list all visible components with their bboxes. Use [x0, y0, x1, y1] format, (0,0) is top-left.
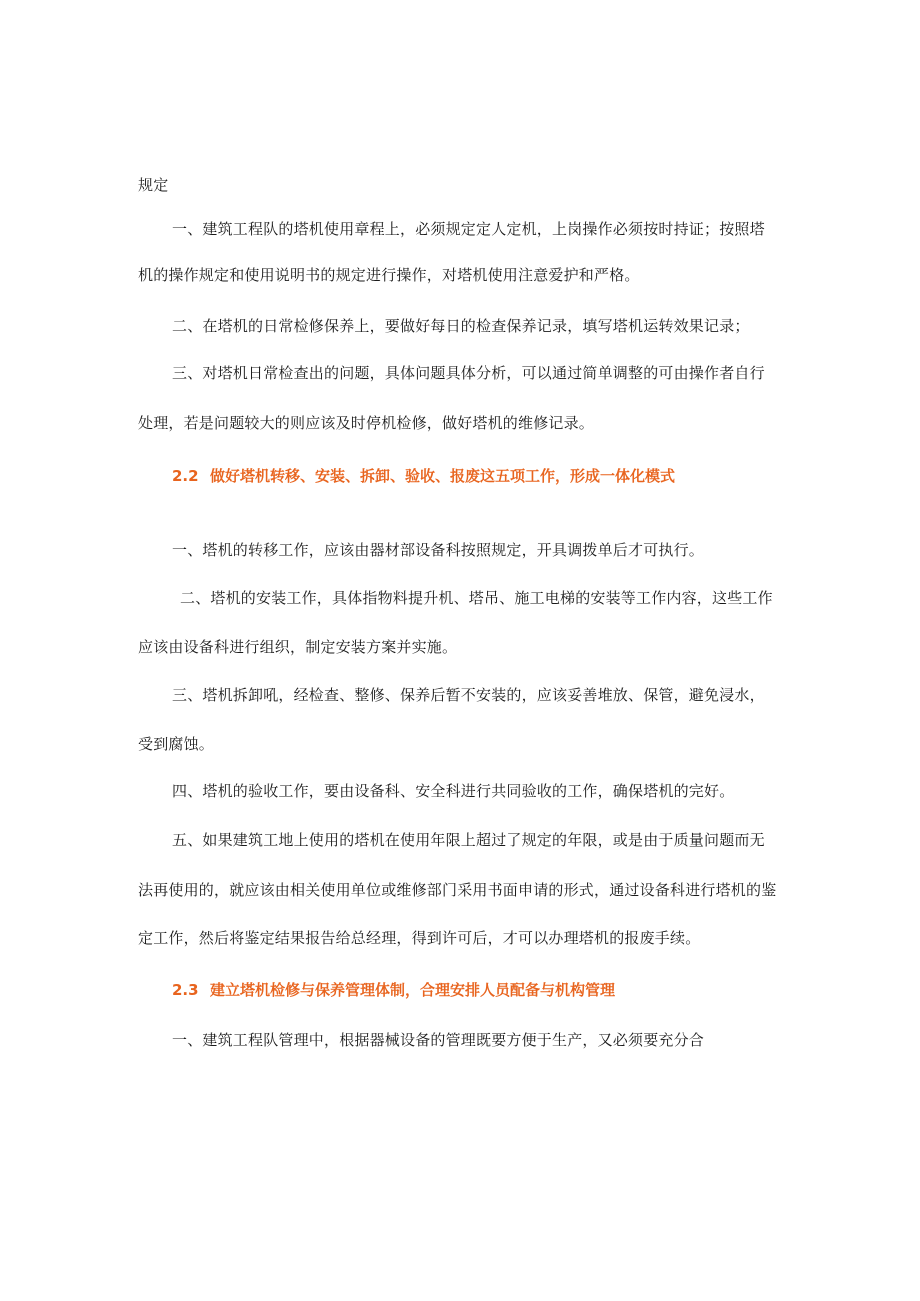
text-line: 五、如果建筑工地上使用的塔机在使用年限上超过了规定的年限，或是由于质量问题而无: [172, 831, 765, 849]
section-heading: [172, 465, 675, 487]
text-line: 二、塔机的安装工作，具体指物料提升机、塔吊、施工电梯的安装等工作内容，这些工作: [180, 589, 773, 607]
section-number: 2.3: [172, 981, 199, 999]
text-line: 二、在塔机的日常检修保养上，要做好每日的检查保养记录，填写塔机运转效果记录；: [172, 317, 750, 335]
section-number: 2.2: [172, 467, 199, 485]
text-line: 处理，若是问题较大的则应该及时停机检修，做好塔机的维修记录。: [138, 414, 595, 432]
section-title: 做好塔机转移、安装、拆卸、验收、报废这五项工作，形成一体化模式: [210, 467, 676, 485]
section-title: 建立塔机检修与保养管理体制，合理安排人员配备与机构管理: [210, 981, 616, 999]
text-line: 定工作，然后将鉴定结果报告给总经理，得到许可后，才可以办理塔机的报废手续。: [138, 929, 701, 947]
text-line: 应该由设备科进行组织，制定安装方案并实施。: [138, 638, 458, 656]
text-line: 规定: [138, 176, 169, 194]
text-line: 三、对塔机日常检查出的问题，具体问题具体分析，可以通过简单调整的可由操作者自行: [172, 364, 765, 382]
text-line: 三、塔机拆卸吼，经检查、整修、保养后暂不安装的，应该妥善堆放、保管，避免浸水，: [172, 686, 765, 704]
text-line: 一、建筑工程队管理中，根据器械设备的管理既要方便于生产，又必须要充分合: [172, 1031, 705, 1049]
text-line: 四、塔机的验收工作，要由设备科、安全科进行共同验收的工作，确保塔机的完好。: [172, 782, 735, 800]
text-line: 受到腐蚀。: [138, 735, 215, 753]
text-line: 一、建筑工程队的塔机使用章程上，必须规定定人定机，上岗操作必须按时持证；按照塔: [172, 220, 765, 238]
text-line: 法再使用的，就应该由相关使用单位或维修部门采用书面申请的形式，通过设备科进行塔机的鉴: [138, 881, 777, 899]
text-line: 一、塔机的转移工作，应该由器材部设备科按照规定，开具调拨单后才可执行。: [172, 541, 705, 559]
text-line: 机的操作规定和使用说明书的规定进行操作，对塔机使用注意爱护和严格。: [138, 266, 640, 284]
section-heading: [172, 979, 615, 1001]
